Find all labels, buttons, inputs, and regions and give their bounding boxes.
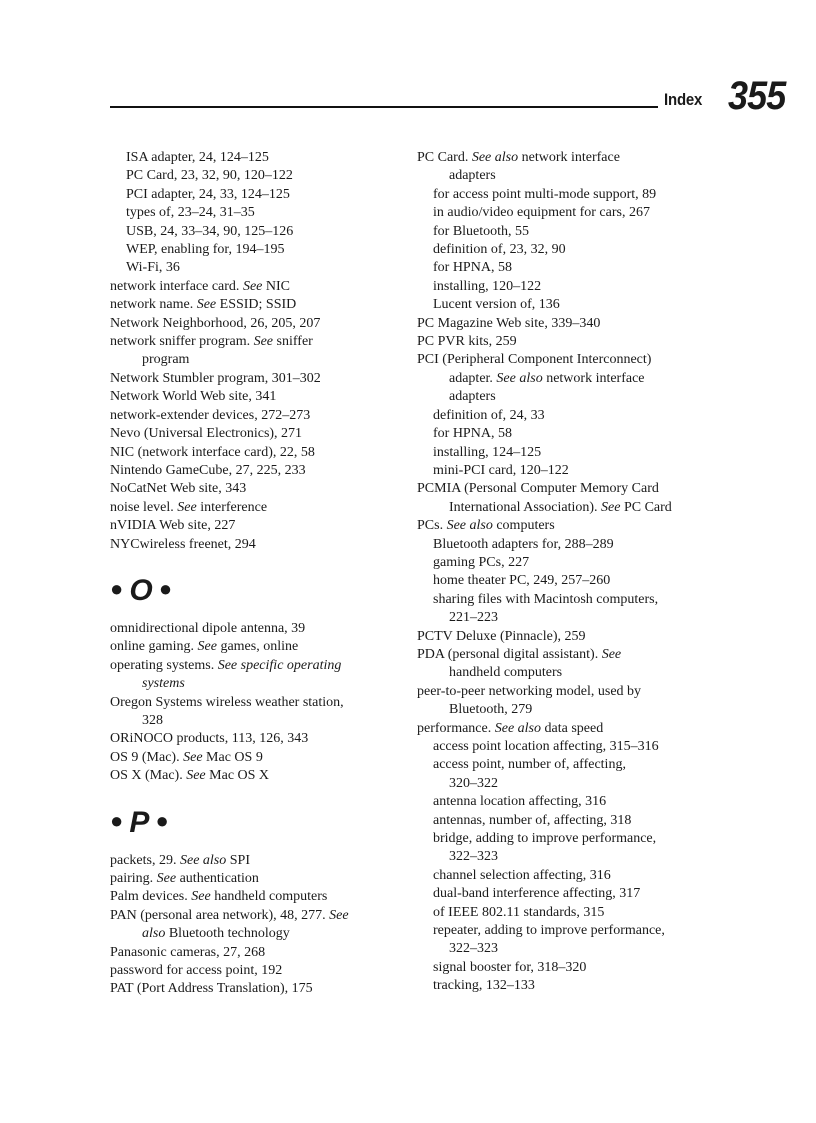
index-entry: [110, 888, 400, 906]
entry-text: ESSID; SSID: [216, 297, 297, 313]
index-subentry: [110, 167, 400, 185]
index-entry: [110, 333, 400, 351]
entry-text: packets, 29.: [110, 852, 180, 868]
entry-text: in audio/video equipment for cars, 267: [433, 205, 650, 221]
index-entry: [110, 536, 400, 554]
entry-text: 328: [142, 712, 163, 728]
entry-text: PC PVR kits, 259: [417, 334, 517, 350]
index-subentry: [417, 904, 717, 922]
index-entry: [110, 638, 400, 656]
entry-text: network interface: [542, 370, 645, 386]
index-subentry: [417, 204, 717, 222]
bullet-icon: ●: [152, 575, 173, 601]
entry-text: password for access point, 192: [110, 963, 283, 979]
index-subentry: [110, 186, 400, 204]
index-entry: [110, 730, 400, 748]
entry-text: interference: [196, 499, 268, 515]
entry-text: home theater PC, 249, 257–260: [433, 573, 611, 589]
index-entry: [110, 480, 400, 498]
index-subentry: [417, 462, 717, 480]
index-entry: [110, 388, 400, 406]
index-column-left: [110, 149, 400, 999]
bullet-icon: ●: [110, 807, 130, 833]
letter-heading: [110, 566, 400, 612]
cross-reference-text: See: [186, 768, 206, 784]
index-entry: [110, 296, 400, 314]
index-subentry: [417, 793, 717, 811]
index-subentry: [417, 425, 717, 443]
cross-reference-text: See: [183, 749, 203, 765]
entry-text: network name.: [110, 297, 197, 313]
index-entry: [417, 480, 717, 498]
cross-reference-text: also: [142, 926, 166, 942]
entry-text: for HPNA, 58: [433, 260, 512, 276]
entry-text: of IEEE 802.11 standards, 315: [433, 904, 605, 920]
entry-text: PC Card.: [417, 150, 472, 165]
index-subentry: [417, 738, 717, 756]
entry-text: OS X (Mac).: [110, 768, 187, 784]
index-subentry: [417, 959, 717, 977]
bullet-icon: ●: [149, 807, 169, 833]
entry-text: PC Magazine Web site, 339–340: [417, 315, 601, 331]
index-entry: [110, 517, 400, 535]
index-entry: [110, 407, 400, 425]
index-subentry: [417, 867, 717, 885]
cross-reference-text: See: [177, 499, 197, 515]
entry-text: 322–323: [449, 941, 498, 957]
cross-reference-text: See also: [494, 720, 541, 736]
cross-reference-text: See: [601, 499, 621, 515]
entry-text: 322–323: [449, 849, 498, 865]
entry-text: installing, 120–122: [433, 278, 542, 294]
entry-text: operating systems.: [110, 657, 218, 673]
entry-text: network-extender devices, 272–273: [110, 407, 311, 423]
entry-text: Network Neighborhood, 26, 205, 207: [110, 315, 321, 331]
entry-text: NIC: [262, 278, 290, 294]
entry-text: authentication: [176, 871, 259, 886]
entry-text: PDA (personal digital assistant).: [417, 646, 602, 662]
index-subentry: [417, 223, 717, 241]
entry-text: Lucent version of, 136: [433, 297, 560, 313]
index-entry: [417, 333, 717, 351]
entry-text: network interface card.: [110, 278, 243, 294]
entry-text: access point location affecting, 315–316: [433, 739, 659, 754]
index-entry-continuation: [417, 388, 717, 406]
entry-text: Oregon Systems wireless weather station,: [110, 694, 344, 710]
index-entry: [110, 962, 400, 980]
index-entry-continuation: [417, 940, 717, 958]
entry-text: PC Card, 23, 32, 90, 120–122: [126, 168, 293, 184]
index-subentry: [110, 204, 400, 222]
index-entry: [110, 907, 400, 925]
entry-text: NYCwireless freenet, 294: [110, 536, 256, 552]
index-entry: [110, 462, 400, 480]
entry-text: network sniffer program.: [110, 334, 254, 350]
cross-reference-text: systems: [142, 676, 185, 692]
entry-text: 221–223: [449, 610, 498, 626]
entry-text: installing, 124–125: [433, 444, 542, 460]
entry-text: online gaming.: [110, 639, 198, 655]
index-entry: [110, 749, 400, 767]
entry-text: gaming PCs, 227: [433, 554, 530, 570]
entry-text: Bluetooth, 279: [449, 702, 533, 718]
index-subentry: [417, 536, 717, 554]
index-entry-continuation: [417, 167, 717, 185]
entry-text: NIC (network interface card), 22, 58: [110, 444, 315, 460]
entry-text: Panasonic cameras, 27, 268: [110, 944, 266, 960]
index-subentry: [417, 259, 717, 277]
entry-text: types of, 23–24, 31–35: [126, 205, 255, 221]
index-subentry: [417, 278, 717, 296]
entry-text: USB, 24, 33–34, 90, 125–126: [126, 223, 294, 239]
entry-text: NoCatNet Web site, 343: [110, 481, 247, 497]
cross-reference-text: See: [601, 646, 622, 662]
index-entry: [417, 517, 717, 535]
bullet-icon: ●: [110, 575, 130, 601]
index-subentry: [417, 922, 717, 940]
entry-text: Palm devices.: [110, 889, 192, 905]
entry-text: PCMIA (Personal Computer Memory Card: [417, 481, 659, 497]
entry-text: PAT (Port Address Translation), 175: [110, 981, 313, 997]
index-entry: [110, 852, 400, 870]
cross-reference-text: See: [196, 297, 217, 313]
entry-text: for HPNA, 58: [433, 426, 512, 442]
entry-text: signal booster for, 318–320: [433, 959, 587, 975]
entry-text: peer-to-peer networking model, used by: [417, 683, 642, 699]
index-entry: [110, 620, 400, 638]
entry-text: Bluetooth technology: [165, 926, 290, 942]
entry-text: dual-band interference affecting, 317: [433, 886, 641, 902]
cross-reference-text: See specific operating: [217, 657, 342, 673]
index-subentry: [417, 186, 717, 204]
entry-text: bridge, adding to improve performance,: [433, 831, 657, 847]
entry-text: Wi-Fi, 36: [126, 260, 180, 276]
index-entry-continuation: [417, 664, 717, 682]
index-subentry: [110, 241, 400, 259]
index-subentry: [417, 885, 717, 903]
entry-text: ISA adapter, 24, 124–125: [126, 150, 269, 165]
entry-text: Bluetooth adapters for, 288–289: [433, 536, 614, 552]
entry-text: adapters: [449, 389, 496, 405]
entry-text: SPI: [226, 852, 250, 868]
index-entry: [110, 980, 400, 998]
entry-text: access point, number of, affecting,: [433, 757, 626, 773]
entry-text: Mac OS 9: [202, 749, 263, 765]
cross-reference-text: See also: [496, 370, 543, 386]
entry-text: PCI adapter, 24, 33, 124–125: [126, 186, 290, 202]
index-entry: [110, 944, 400, 962]
index-entry-continuation: [417, 848, 717, 866]
entry-text: mini-PCI card, 120–122: [433, 462, 569, 478]
header-rule: [110, 106, 658, 108]
index-subentry: [417, 977, 717, 995]
index-subentry: [417, 830, 717, 848]
entry-text: nVIDIA Web site, 227: [110, 518, 236, 534]
index-subentry: [417, 812, 717, 830]
entry-text: sharing files with Macintosh computers,: [433, 591, 659, 607]
cross-reference-text: See: [191, 889, 211, 905]
cross-reference-text: See: [242, 278, 263, 294]
entry-text: International Association).: [449, 499, 602, 515]
entry-text: definition of, 23, 32, 90: [433, 242, 566, 258]
index-column-right: [417, 149, 717, 996]
index-entry: [110, 370, 400, 388]
entry-text: for Bluetooth, 55: [433, 223, 530, 239]
index-entry: [110, 694, 400, 712]
index-subentry: [110, 259, 400, 277]
index-entry-continuation: [417, 499, 717, 517]
index-entry: [417, 720, 717, 738]
index-entry: [417, 683, 717, 701]
entry-text: performance.: [417, 720, 495, 736]
index-entry-continuation: [110, 925, 400, 943]
index-subentry: [417, 296, 717, 314]
entry-text: PC Card: [620, 499, 672, 515]
index-entry-continuation: [417, 370, 717, 388]
index-subentry: [110, 149, 400, 167]
index-entry: [417, 646, 717, 664]
index-subentry: [110, 223, 400, 241]
entry-text: handheld computers: [449, 665, 563, 681]
entry-text: data speed: [541, 720, 604, 736]
index-entry: [110, 278, 400, 296]
cross-reference-text: See: [197, 639, 217, 655]
index-subentry: [417, 407, 717, 425]
index-entry-continuation: [110, 675, 400, 693]
index-subentry: [417, 444, 717, 462]
entry-text: antenna location affecting, 316: [433, 794, 607, 810]
entry-text: Mac OS X: [205, 768, 270, 784]
entry-text: computers: [492, 518, 555, 534]
entry-text: OS 9 (Mac).: [110, 749, 184, 765]
entry-text: program: [142, 352, 190, 368]
index-subentry: [417, 756, 717, 774]
entry-text: PAN (personal area network), 48, 277.: [110, 907, 330, 923]
index-subentry: [417, 241, 717, 259]
entry-text: WEP, enabling for, 194–195: [126, 242, 285, 258]
index-entry-continuation: [110, 712, 400, 730]
letter-heading-text: P: [129, 805, 150, 839]
entry-text: network interface: [518, 150, 620, 165]
index-entry-continuation: [110, 351, 400, 369]
entry-text: noise level.: [110, 499, 178, 515]
cross-reference-text: See: [253, 334, 274, 350]
entry-text: repeater, adding to improve performance,: [433, 923, 665, 939]
index-subentry: [417, 572, 717, 590]
entry-text: PCI (Peripheral Component Interconnect): [417, 352, 652, 368]
entry-text: adapter.: [449, 370, 497, 386]
cross-reference-text: See: [156, 871, 177, 886]
index-entry: [110, 657, 400, 675]
cross-reference-text: See: [329, 907, 349, 923]
entry-text: pairing.: [110, 871, 157, 886]
entry-text: adapters: [449, 168, 496, 184]
entry-text: channel selection affecting, 316: [433, 867, 611, 883]
index-entry: [110, 425, 400, 443]
entry-text: definition of, 24, 33: [433, 407, 545, 423]
index-entry: [417, 149, 717, 167]
entry-text: Nevo (Universal Electronics), 271: [110, 426, 303, 442]
index-entry: [417, 628, 717, 646]
index-entry: [417, 351, 717, 369]
entry-text: for access point multi-mode support, 89: [433, 186, 657, 202]
index-entry: [110, 870, 400, 888]
entry-text: PCTV Deluxe (Pinnacle), 259: [417, 628, 586, 644]
index-entry-continuation: [417, 609, 717, 627]
entry-text: tracking, 132–133: [433, 978, 535, 994]
entry-text: games, online: [216, 639, 299, 655]
entry-text: sniffer: [273, 334, 313, 350]
index-entry: [417, 315, 717, 333]
entry-text: omnidirectional dipole antenna, 39: [110, 620, 306, 636]
index-entry-continuation: [417, 701, 717, 719]
page-number: 355: [728, 74, 786, 118]
entry-text: Nintendo GameCube, 27, 225, 233: [110, 462, 306, 478]
entry-text: Network Stumbler program, 301–302: [110, 370, 321, 386]
cross-reference-text: See also: [179, 852, 227, 868]
index-entry: [110, 444, 400, 462]
entry-text: ORiNOCO products, 113, 126, 343: [110, 731, 309, 747]
entry-text: 320–322: [449, 775, 498, 791]
index-entry: [110, 499, 400, 517]
index-subentry: [417, 591, 717, 609]
index-entry-continuation: [417, 775, 717, 793]
letter-heading: [110, 798, 400, 844]
index-entry: [110, 767, 400, 785]
entry-text: PCs.: [417, 518, 447, 534]
entry-text: handheld computers: [210, 889, 328, 905]
cross-reference-text: See also: [471, 150, 519, 165]
entry-text: Network World Web site, 341: [110, 389, 277, 405]
entry-text: antennas, number of, affecting, 318: [433, 812, 632, 828]
section-label: Index: [664, 90, 703, 109]
cross-reference-text: See also: [446, 518, 493, 534]
index-subentry: [417, 554, 717, 572]
letter-heading-text: O: [129, 573, 153, 607]
index-entry: [110, 315, 400, 333]
